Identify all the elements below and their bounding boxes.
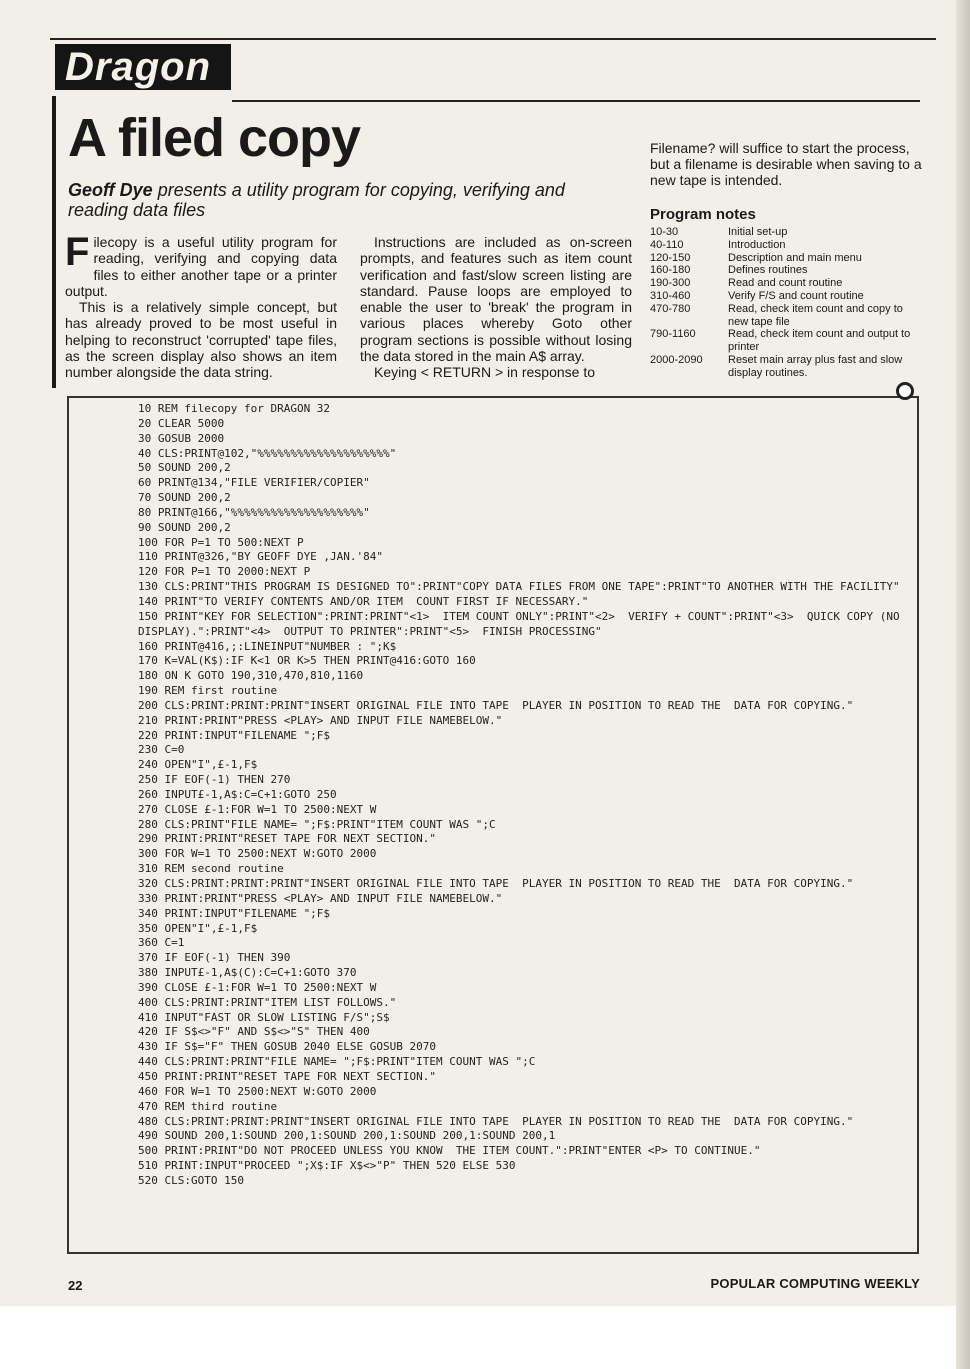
listing-line: 290 PRINT:PRINT"RESET TAPE FOR NEXT SECTION." (138, 832, 437, 846)
note-row (650, 328, 922, 354)
article-title: A filed copy (68, 108, 361, 168)
listing-line: 340 PRINT:INPUT"FILENAME ";F$ (138, 906, 331, 920)
note-range: 120-150 (650, 251, 691, 264)
note-range: 10-30 (650, 226, 679, 238)
listing-line: 370 IF EOF(-1) THEN 390 (138, 951, 291, 965)
listing-line: 240 OPEN"I",£-1,F$ (138, 758, 258, 772)
listing-line: 220 PRINT:INPUT"FILENAME ";F$ (138, 728, 331, 742)
listing-line: 90 SOUND 200,2 (138, 520, 231, 534)
column-3 (650, 140, 922, 188)
listing-line: 190 REM first routine (138, 684, 278, 698)
listing-line: 180 ON K GOTO 190,310,470,810,1160 (138, 669, 364, 683)
paragraph-2: This is a relatively simple concept, but has already proved to be most useful in helping to reconstruct 'corrupted' tape files, as the screen display also shows an item number alongside the data string. (65, 299, 337, 381)
header-rule (232, 100, 920, 102)
listing-line: 150 PRINT"KEY FOR SELECTION":PRINT:PRINT"<1> ITEM COUNT ONLY":PRINT"<2> VERIFY + COUNT":PRINT"<3> QUICK COPY (NO DISPLAY).":PRINT"<4> OUTPUT TO PRINTER":PRINT"<5> FINISH PROCESSING" (138, 609, 907, 638)
note-row (650, 226, 922, 239)
note-range: 40-110 (650, 238, 684, 251)
listing-line: 280 CLS:PRINT"FILE NAME= ";F$:PRINT"ITEM COUNT WAS ";C (138, 817, 496, 831)
listing-line: 460 FOR W=1 TO 2500:NEXT W:GOTO 2000 (138, 1084, 377, 1098)
listing-line: 230 C=0 (138, 743, 185, 757)
listing-line: 320 CLS:PRINT:PRINT:PRINT"INSERT ORIGINAL FILE INTO TAPE PLAYER IN POSITION TO READ THE DATA FOR COPYING." (138, 877, 854, 890)
listing-line: 260 INPUT£-1,A$:C=C+1:GOTO 250 (138, 787, 337, 801)
page-margin (0, 1306, 970, 1369)
listing-line: 210 PRINT:PRINT"PRESS <PLAY> AND INPUT FILE NAMEBELOW." (138, 713, 503, 727)
paragraph-1 (65, 230, 337, 299)
note-description: Read and count routine (728, 277, 843, 290)
listing-line: 170 K=VAL(K$):IF K<1 OR K>5 THEN PRINT@416:GOTO 160 (138, 654, 476, 668)
listing-line: 250 IF EOF(-1) THEN 270 (138, 773, 291, 787)
byline-text: presents a utility program for copying, verifying and reading data files (68, 180, 565, 220)
listing-line: 330 PRINT:PRINT"PRESS <PLAY> AND INPUT FILE NAMEBELOW." (138, 891, 503, 905)
note-row (650, 354, 922, 380)
note-row (650, 239, 922, 252)
top-rule (50, 38, 936, 40)
listing-line: 400 CLS:PRINT:PRINT"ITEM LIST FOLLOWS." (138, 995, 397, 1009)
listing-line: 410 INPUT"FAST OR SLOW LISTING F/S";S$ (138, 1010, 390, 1024)
listing-line: 310 REM second routine (138, 862, 284, 876)
note-row (650, 264, 922, 277)
note-description: Description and main menu (728, 251, 862, 264)
listing-line: 10 REM filecopy for DRAGON 32 (138, 402, 331, 415)
listing-line: 470 REM third routine (138, 1099, 278, 1113)
program-listing (138, 402, 908, 1189)
listing-line: 120 FOR P=1 TO 2000:NEXT P (138, 565, 311, 579)
listing-line: 520 CLS:GOTO 150 (138, 1173, 244, 1187)
note-row (650, 303, 922, 329)
note-range: 790-1160 (650, 328, 696, 341)
paragraph-3: Instructions are included as on-screen prompts, and features such as item count verification and fast/slow screen listing are standard. Pause loops are employed to enable the user to 'break' the program in various places whereby Goto other program sections is possible without losing the data stored in the main A$ array. (360, 234, 632, 365)
listing-line: 60 PRINT@134,"FILE VERIFIER/COPIER" (138, 476, 370, 490)
listing-line: 160 PRINT@416,;:LINEINPUT"NUMBER : ";K$ (138, 639, 397, 653)
note-row (650, 277, 922, 290)
listing-line: 40 CLS:PRINT@102,"%%%%%%%%%%%%%%%%%%%%" (138, 446, 397, 460)
note-row (650, 252, 922, 265)
listing-line: 300 FOR W=1 TO 2500:NEXT W:GOTO 2000 (138, 847, 377, 861)
listing-line: 140 PRINT"TO VERIFY CONTENTS AND/OR ITEM COUNT FIRST IF NECESSARY." (138, 594, 589, 608)
note-description: Introduction (728, 238, 786, 251)
listing-line: 480 CLS:PRINT:PRINT:PRINT"INSERT ORIGINAL FILE INTO TAPE PLAYER IN POSITION TO READ THE DATA FOR COPYING." (138, 1114, 854, 1128)
listing-line: 510 PRINT:INPUT"PROCEED ";X$:IF X$<>"P" THEN 520 ELSE 530 (138, 1159, 516, 1173)
note-description: Defines routines (728, 264, 808, 277)
paragraph-4: Keying < RETURN > in response to (374, 364, 595, 381)
page-number: 22 (68, 1278, 83, 1293)
paragraph-1-text: ilecopy is a useful utility program for reading, verifying and copying data files to either another tape or a printer output. (65, 234, 337, 299)
listing-line: 30 GOSUB 2000 (138, 431, 225, 445)
program-notes-title: Program notes (650, 206, 756, 223)
section-tag: Dragon (55, 44, 231, 90)
listing-line: 270 CLOSE £-1:FOR W=1 TO 2500:NEXT W (138, 802, 377, 816)
byline-author: Geoff Dye (68, 180, 153, 200)
magazine-name: POPULAR COMPUTING WEEKLY (710, 1276, 920, 1291)
listing-line: 50 SOUND 200,2 (138, 461, 231, 475)
listing-line: 80 PRINT@166,"%%%%%%%%%%%%%%%%%%%%" (138, 505, 370, 519)
note-description: Read, check item count and copy to new tape file (728, 302, 903, 328)
page-shadow (956, 0, 970, 1369)
listing-line: 450 PRINT:PRINT"RESET TAPE FOR NEXT SECTION." (138, 1069, 437, 1083)
note-row (650, 290, 922, 303)
listing-line: 430 IF S$="F" THEN GOSUB 2040 ELSE GOSUB 2070 (138, 1040, 437, 1054)
left-rule (52, 96, 56, 388)
listing-line: 380 INPUT£-1,A$(C):C=C+1:GOTO 370 (138, 966, 357, 980)
listing-line: 490 SOUND 200,1:SOUND 200,1:SOUND 200,1:SOUND 200,1:SOUND 200,1 (138, 1129, 556, 1143)
listing-line: 500 PRINT:PRINT"DO NOT PROCEED UNLESS YOU KNOW THE ITEM COUNT.":PRINT"ENTER <P> TO CONTINUE." (138, 1144, 761, 1158)
paragraph-5: Filename? will suffice to start the process, but a filename is desirable when saving to a new tape is intended. (650, 140, 922, 188)
listing-line: 20 CLEAR 5000 (138, 416, 225, 430)
note-range: 160-180 (650, 264, 691, 277)
listing-line: 70 SOUND 200,2 (138, 491, 231, 505)
note-range: 190-300 (650, 277, 691, 290)
note-description: Initial set-up (728, 226, 788, 238)
listing-line: 200 CLS:PRINT:PRINT:PRINT"INSERT ORIGINAL FILE INTO TAPE PLAYER IN POSITION TO READ THE DATA FOR COPYING." (138, 698, 854, 712)
listing-line: 360 C=1 (138, 936, 185, 950)
column-2 (360, 234, 632, 381)
drop-cap: F (65, 230, 90, 274)
listing-line: 390 CLOSE £-1:FOR W=1 TO 2500:NEXT W (138, 980, 377, 994)
note-range: 470-780 (650, 302, 691, 315)
column-1 (65, 230, 337, 381)
note-description: Verify F/S and count routine (728, 289, 864, 302)
binder-ring-icon (896, 382, 914, 400)
listing-line: 130 CLS:PRINT"THIS PROGRAM IS DESIGNED TO":PRINT"COPY DATA FILES FROM ONE TAPE":PRINT"TO ANOTHER WITH THE FACILITY" (138, 580, 900, 594)
listing-line: 350 OPEN"I",£-1,F$ (138, 921, 258, 935)
listing-line: 110 PRINT@326,"BY GEOFF DYE ,JAN.'84" (138, 550, 384, 564)
note-description: Reset main array plus fast and slow display routines. (728, 353, 903, 379)
listing-line: 100 FOR P=1 TO 500:NEXT P (138, 535, 304, 549)
note-range: 310-460 (650, 289, 691, 302)
byline (68, 180, 568, 220)
program-notes-table (650, 226, 922, 380)
note-description: Read, check item count and output to printer (728, 328, 911, 354)
note-range: 2000-2090 (650, 353, 703, 366)
listing-line: 440 CLS:PRINT:PRINT"FILE NAME= ";F$:PRINT"ITEM COUNT WAS ";C (138, 1055, 536, 1069)
listing-line: 420 IF S$<>"F" AND S$<>"S" THEN 400 (138, 1025, 370, 1039)
